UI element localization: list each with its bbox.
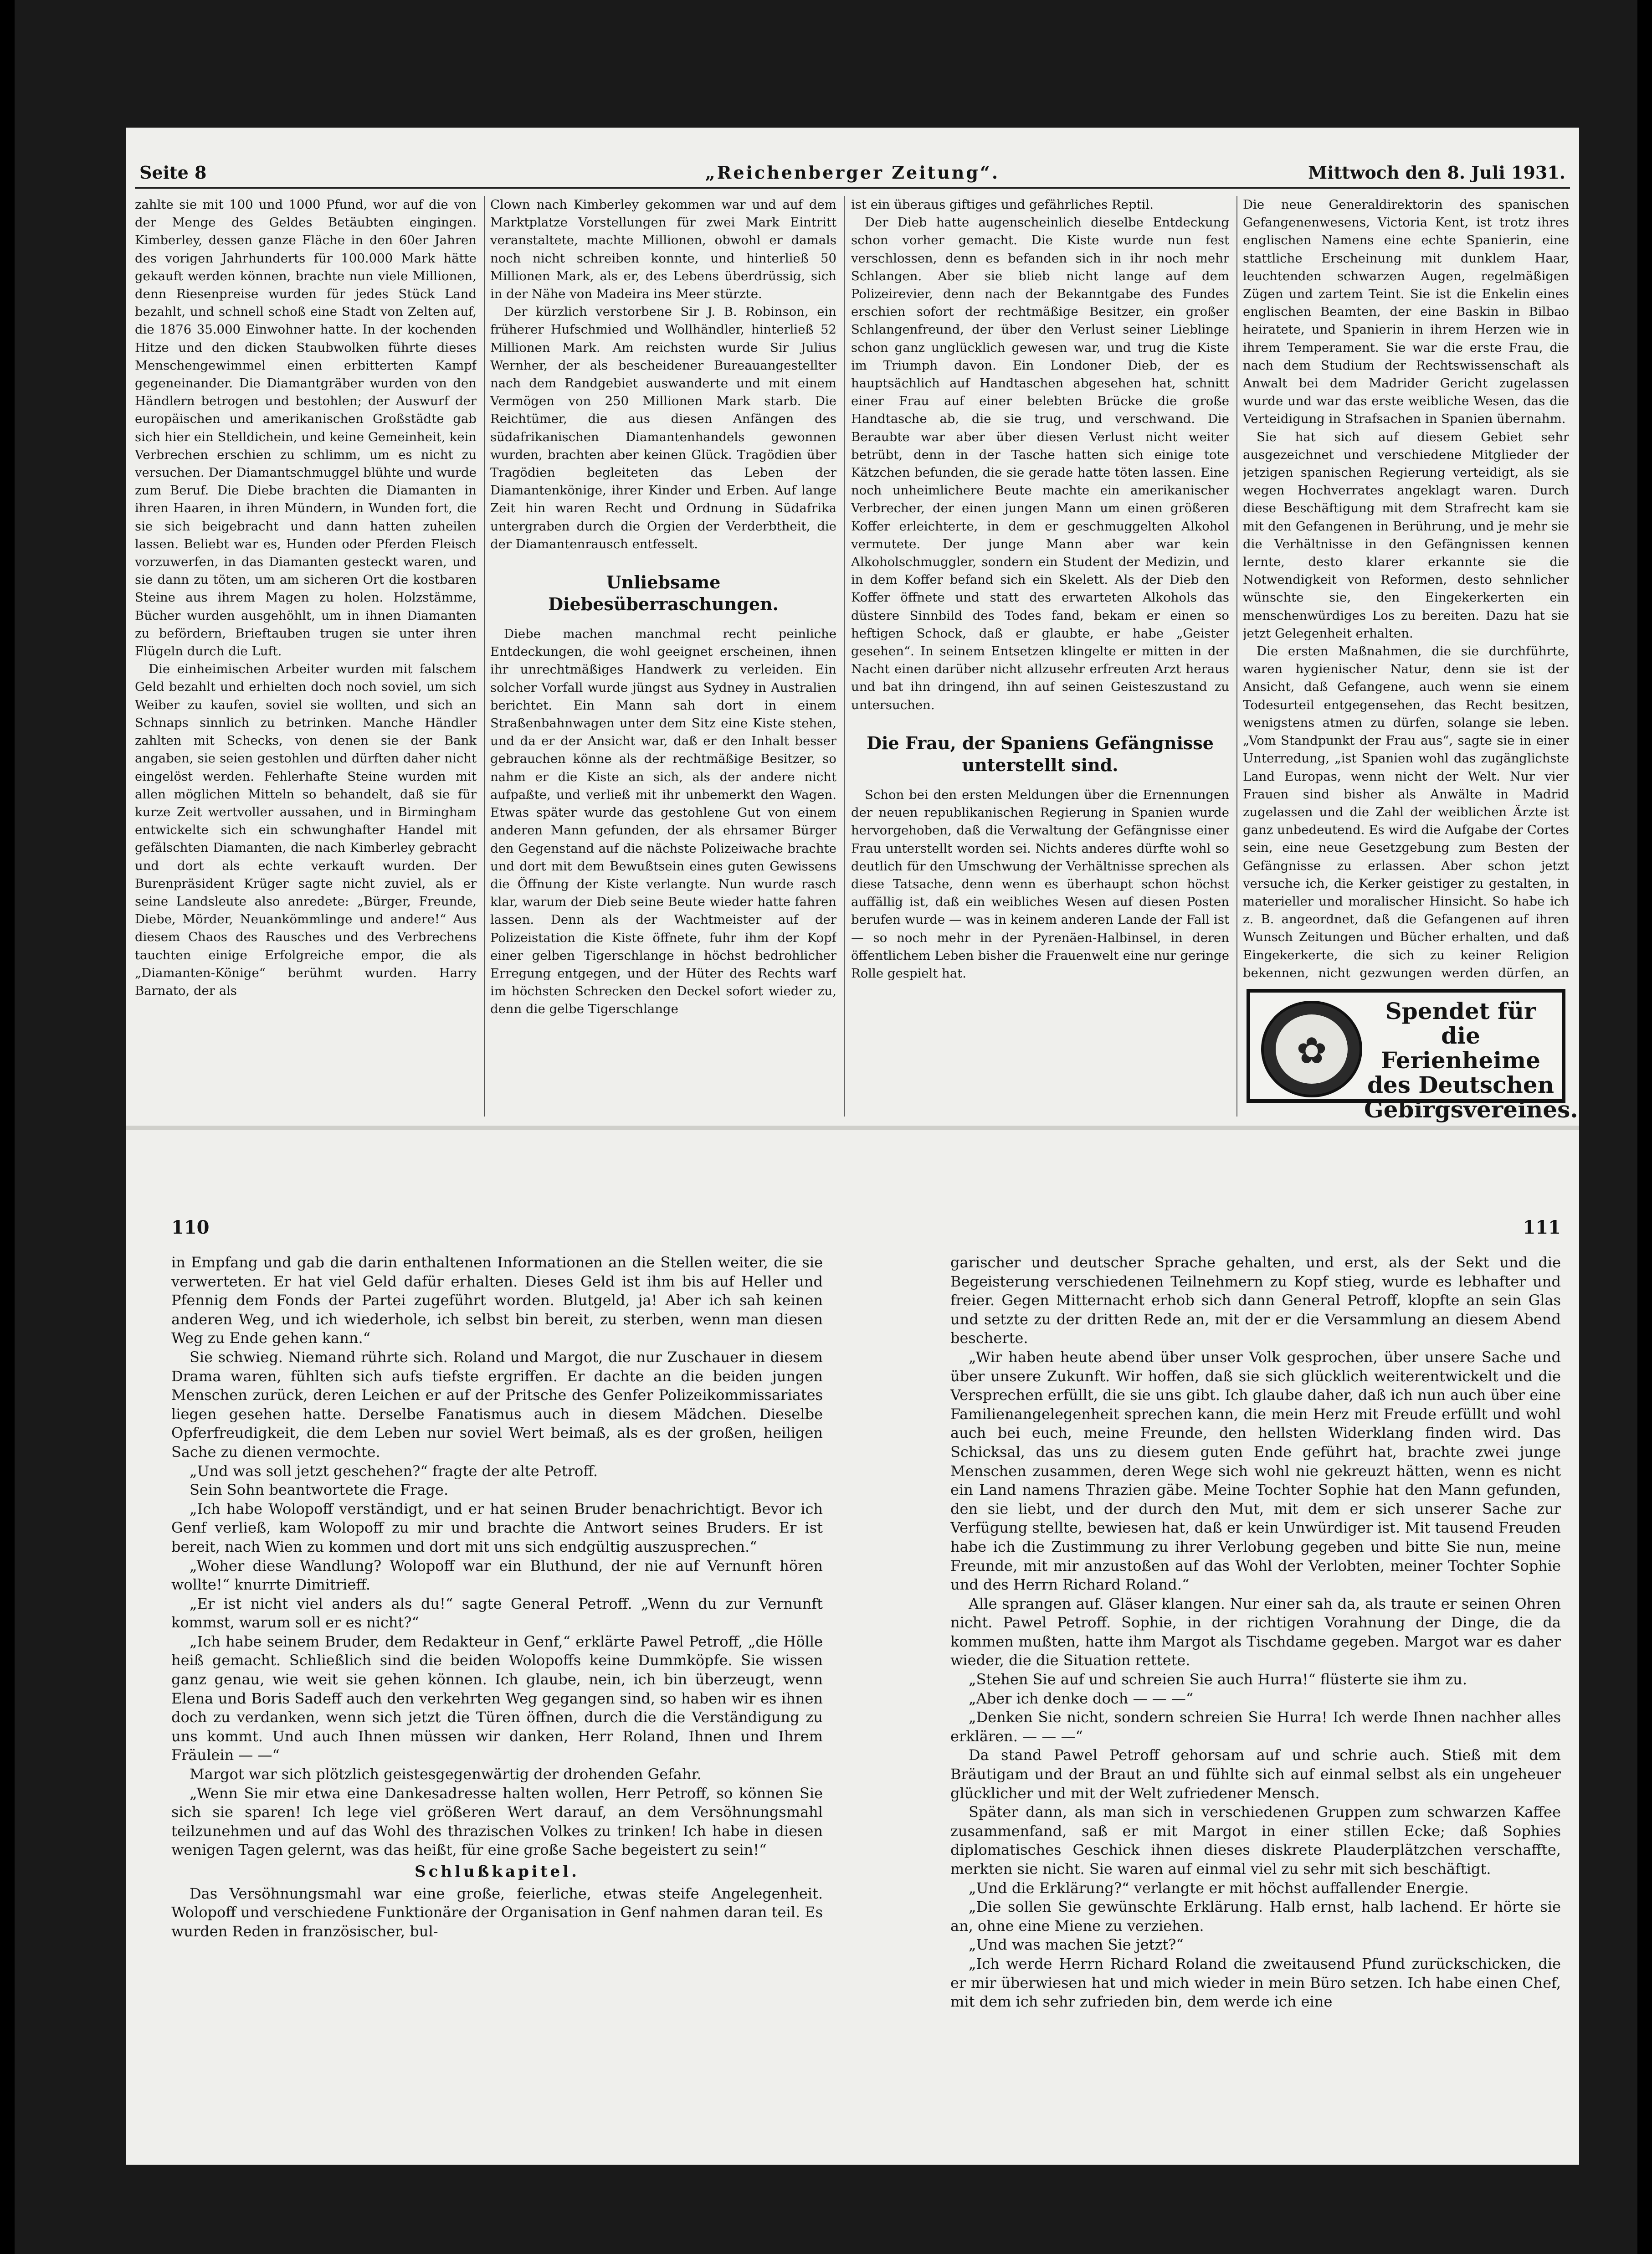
scanned-page <box>126 128 1579 2165</box>
paragraph: Der Dieb hatte augenscheinlich dieselbe Entdeckung schon vorher gemacht. Die Kiste wurde nun fest verschlossen, denn es befanden sich in ihr noch mehr Schlangen. Aber sie blieb nicht lange auf dem Polizeirevier, denn nach der Bekanntgabe des Fundes erschien sofort der rechtmäßige Besitzer, ein großer Schlangenfreund, der über den Verlust seiner Lieblinge schon ganz unglücklich gewesen war, und trug die Kiste im Triumph davon. Ein Londoner Dieb, der es hauptsächlich auf Handtaschen abgesehen hat, schnitt einer Frau auf einer belebten Brücke die große Handtasche ab, die sie trug, und verschwand. Die Beraubte war aber über diesen Verlust nicht weiter betrübt, denn in der Tasche hatten sich einige tote Kätzchen befunden, die sie gerade hatte töten lassen. Eine noch unheimlichere Beute machte ein amerikanischer Verbrecher, der einen jungen Mann um einen größeren Koffer erleichterte, in dem er geschmuggelten Alkohol vermutete. Der junge Mann aber war kein Alkoholschmuggler, sondern ein Student der Medizin, und in dem Koffer befand sich ein Skelett. Als der Dieb den Koffer öffnete und statt des erwarteten Alkohols das düstere Sinnbild des Todes fand, bekam er einen so heftigen Schock, daß er glaubte, er habe „Geister gesehen“. In seinem Entsetzen klingelte er mitten in der Nacht einen darüber nicht allzusehr erfreuten Arzt heraus und bat ihn dringend, ihn auf seinen Geisteszustand zu untersuchen. <box>851 215 1229 712</box>
paragraph: garischer und deutscher Sprache gehalten, und erst, als der Sekt und die Begeisterung verschiedenen Teilnehmern zu Kopf stieg, wurde es lebhafter und freier. Gegen Mitternacht erhob sich dann General Petroff, klopfte an sein Glas und setzte zu der dritten Rede an, mit der er die Versammlung an diesem Abend bescherte. <box>950 1254 1561 1347</box>
paragraph: Da stand Pawel Petroff gehorsam auf und schrie auch. Stieß mit dem Bräutigam und der Braut an und fühlte sich auf einmal selbst als ein ungeheuer glücklicher und mit der Welt zufriedener Mensch. <box>950 1746 1561 1802</box>
paragraph: Die einheimischen Arbeiter wurden mit falschem Geld bezahlt und erhielten doch noch soviel, um sich Weiber zu kaufen, soviel sie wollten, und sich an Schnaps sinnlich zu betrinken. Manche Händler zahlten mit Schecks, von denen sie der Bank angaben, sie seien gestohlen und dürften daher nicht eingelöst werden. Fehlerhafte Steine wurden mit allen möglichen Mitteln so behandelt, daß sie für kurze Zeit wertvoller aussahen, und in Birmingham entwickelte sich ein schwunghafter Handel mit gefälschten Diamanten, die nach Kimberley gebracht und dort als echte verkauft wurden. Der Burenpräsident Krüger sagte nicht zuviel, als er seine Landsleute also anredete: „Bürger, Freunde, Diebe, Mörder, Neuankömmlinge und andere!“ Aus diesem Chaos des Rausches und des Verbrechens tauchten einige Erfolgreiche empor, die als „Diamanten-Könige“ berühmt wurden. Harry Barnato, der als <box>135 662 477 998</box>
scan-edge-right <box>1637 0 1652 2254</box>
paragraph: „Wir haben heute abend über unser Volk gesprochen, über unsere Sache und über unsere Zukunft. Wir hoffen, daß sie sich glücklich weiterentwickelt und die Versprechen erfüllt, die sie uns gibt. Ich glaube daher, daß ich nun auch über eine Familienangelegenheit sprechen kann, die mein Herz mit Freude erfüllt und wohl auch bei euch, meine Freunde, den hellsten Widerklang finden wird. Das Schicksal, das uns zu diesem guten Ende geführt hat, brachte zwei junge Menschen zusammen, deren Wege sich wohl nie gekreuzt hätten, wenn es nicht ein Land namens Thrazien gäbe. Meine Tochter Sophie hat den Mann gefunden, den sie liebt, und der durch den Mut, mit dem er sich unserer Sache zur Verfügung stellte, bewiesen hat, daß er kein Unwürdiger ist. Mit tausend Freuden habe ich die Zustimmung zu ihrer Verlobung gegeben und bitte Sie nun, meine Freunde, mit mir anzustoßen auf das Wohl der Verlobten, meiner Tochter Sophie und des Herrn Richard Roland.“ <box>950 1348 1561 1594</box>
column-rule <box>844 196 845 1117</box>
paragraph: ist ein überaus giftiges und gefährliches Reptil. <box>851 197 1154 212</box>
column-2 <box>490 196 836 1121</box>
column-rule <box>1236 196 1237 1117</box>
ad-text: Spendet für die Ferienheime des Deutschen Gebirgsvereines. <box>1364 998 1578 1123</box>
paragraph: Sie schwieg. Niemand rührte sich. Roland und Margot, die nur Zuschauer in diesem Drama waren, fühlten sich aufs tiefste ergriffen. Er dachte an die beiden jungen Menschen zurück, deren Leichen er auf der Pritsche des Genfer Polizeikommissariates liegen gesehen hatte. Derselbe Fanatismus auch in diesem Mädchen. Dieselbe Opferfreudigkeit, die dem Leben nur soviel Wert beimaß, als es der großen, heiligen Sache zu dienen vermochte. <box>171 1348 823 1461</box>
header-rule <box>135 187 1570 189</box>
paragraph: Sein Sohn beantwortete die Frage. <box>190 1481 449 1499</box>
paragraph: zahlte sie mit 100 und 1000 Pfund, wor auf die von der Menge des Geldes Betäubten eingingen. Kimberley, dessen ganze Fläche in den 60er Jahren des vorigen Jahrhunderts für 100.000 Mark hätte gekauft werden können, brachte nun viele Millionen, denn Riesenpreise wurden für jedes Stück Land bezahlt, und schnell schoß eine Stadt von Zelten auf, die 1876 35.000 Einwohner hatte. In der kochenden Hitze und den dicken Staubwolken führte dieses Menschengewimmel einen erbitterten Kampf gegeneinander. Die Diamantgräber wurden von den Händlern betrogen und bestohlen; der Auswurf der europäischen und amerikanischen Großstädte gab sich hier ein Stelldichein, und keine Gemeinheit, kein Verbrechen erschien zu schlimm, um es nicht zu versuchen. Der Diamantschmuggel blühte und wurde zum Beruf. Die Diebe brachten die Diamanten in ihren Haaren, in ihren Mündern, in Wunden fort, die sie sich beigebracht und dann hatten zuheilen lassen. Beliebt war es, Hunden oder Pferden Fleisch vorzuwerfen, in das Diamanten gesteckt waren, und sie dann zu töten, um am sicheren Ort die kostbaren Steine aus ihrem Magen zu holen. Holzstämme, Bücher wurden ausgehöhlt, um in ihnen Diamanten zu befördern, Brieftauben trugen sie unter ihren Flügeln durch die Luft. <box>135 197 477 659</box>
book-page-left <box>171 1253 823 2142</box>
edelweiss-seal-icon: ✿ <box>1261 1001 1362 1097</box>
advertisement-box <box>1247 989 1578 1123</box>
issue-date: Mittwoch den 8. Juli 1931. <box>1308 162 1565 183</box>
paragraph: „Stehen Sie auf und schreien Sie auch Hurra!“ flüsterte sie ihm zu. <box>969 1671 1467 1688</box>
column-3 <box>851 196 1229 1121</box>
paragraph: „Denken Sie nicht, sondern schreien Sie Hurra! Ich werde Ihnen nachher alles erklären. — — —“ <box>950 1709 1561 1745</box>
column-1 <box>135 196 477 1121</box>
column-4 <box>1243 196 1569 980</box>
paragraph: „Ich werde Herrn Richard Roland die zweitausend Pfund zurückschicken, die er mir überwiesen hat und mich wieder in mein Büro setzen. Ich habe einen Chef, mit dem ich sehr zufrieden bin, dem werde ich eine <box>950 1955 1561 2011</box>
paragraph: Die neue Generaldirektorin des spanischen Gefangenenwesens, Victoria Kent, ist trotz ihres englischen Namens eine echte Spanierin, eine stattliche Erscheinung mit dunklem Haar, leuchtenden schwarzen Augen, regelmäßigen Zügen und zartem Teint. Sie ist die Enkelin eines englischen Beamten, der eine Baskin in Bilbao heiratete, und Spanierin in ihrem Herzen wie in ihrem Temperament. Sie war die erste Frau, die nach dem Studium der Rechtswissenschaft als Anwalt bei dem Madrider Gericht zugelassen wurde und war das erste weibliche Wesen, das die Verteidigung in Strafsachen in Spanien übernahm. <box>1243 197 1569 427</box>
page-label: Seite 8 <box>139 162 207 183</box>
paragraph: Die ersten Maßnahmen, die sie durchführte, waren hygienischer Natur, denn sie ist der Ansicht, daß Gefangene, auch wenn sie einem Todesurteil entgegensehen, das Recht besitzen, wenigstens atmen zu dürfen, solange sie leben. „Vom Standpunkt der Frau aus“, sagte sie in einer Unterredung, „ist Spanien wohl das zugänglichste Land Europas, wenn nicht der Welt. Nur vier Frauen sind bisher als Anwälte in Madrid zugelassen und die Zahl der weiblichen Ärzte ist ganz unbedeutend. Es wird die Aufgabe der Cortes sein, eine neue Gesetzgebung zum Besten der Gefängnisse zu erlassen. Aber schon jetzt versuche ich, die Kerker geistiger zu gestalten, in materieller und moralischer Hinsicht. So habe ich z. B. angeordnet, daß die Gefangenen auf ihren Wunsch Zeitungen und Bücher erhalten, und daß Eingekerkerte, die sich zu keiner Religion bekennen, nicht gezwungen werden dürfen, an <box>1243 644 1569 980</box>
chapter-heading: Schlußkapitel. <box>415 1863 580 1881</box>
paragraph: Das Versöhnungsmahl war eine große, feierliche, etwas steife Angelegenheit. Wolopoff und verschiedene Funktionäre der Organisation in Genf nahmen daran teil. Es wurden Reden in französischer, bul- <box>171 1884 823 1940</box>
article-heading: Unliebsame Diebesüberraschungen. <box>548 572 779 615</box>
paragraph: Diebe machen manchmal recht peinliche Entdeckungen, die wohl geeignet erscheinen, ihnen ihr unrechtmäßiges Handwerk zu verleiden. Ein solcher Vorfall wurde jüngst aus Sydney in Australien berichtet. Ein Mann sah dort in einem Straßenbahnwagen unter dem Sitz eine Kiste stehen, und da er der Ansicht war, daß er den Inhalt besser gebrauchen könne als der rechtmäßige Besitzer, so nahm er die Kiste an sich, als der andere nicht aufpaßte, und verließ mit ihr unbemerkt den Wagen. Etwas später wurde das gestohlene Gut von einem anderen Mann gefunden, der als ehrsamer Bürger den Gegenstand auf die nächste Polizeiwache brachte und dort mit dem Bewußtsein eines guten Gewissens die Öffnung der Kiste verlangte. Nun wurde rasch klar, warum der Dieb seine Beute wieder hatte fahren lassen. Denn als der Wachtmeister auf der Polizeistation die Kiste öffnete, fuhr ihm der Kopf einer gelben Tigerschlange in höchst bedrohlicher Erregung entgegen, und der Hüter des Rechts warf im höchsten Schrecken den Deckel sofort wieder zu, denn die gelbe Tigerschlange <box>490 627 836 1017</box>
paragraph: Alle sprangen auf. Gläser klangen. Nur einer sah da, als traute er seinen Ohren nicht. Pawel Petroff. Sophie, in der richtigen Vorahnung der Dinge, die da kommen mußten, hatte ihm Margot als Tischdame gegeben. Margot war es daher wieder, die die Situation rettete. <box>950 1595 1561 1669</box>
paragraph: Später dann, als man sich in verschiedenen Gruppen zum schwarzen Kaffee zusammenfand, saß er mit Margot in einer stillen Ecke; daß Sophies diplomatisches Geschick ihnen dieses diskrete Plauderplätzchen verschaffte, merkten sie nicht. Sie waren auf einmal viel zu sehr mit sich beschäftigt. <box>950 1803 1561 1878</box>
paragraph: „Wenn Sie mir etwa eine Dankesadresse halten wollen, Herr Petroff, so können Sie sich sie sparen! Ich lege viel größeren Wert darauf, an dem Versöhnungsmahl teilzunehmen und auf das Wohl des thrazischen Volkes zu trinken! Ich habe in diesen wenigen Tagen gelernt, was das heißt, für eine große Sache begeistert zu sein!“ <box>171 1784 823 1859</box>
article-heading: Die Frau, der Spaniens Gefängnisse unterstellt sind. <box>867 732 1214 775</box>
paragraph: „Und was machen Sie jetzt?“ <box>969 1936 1184 1954</box>
paragraph: „Ich habe seinem Bruder, dem Redakteur in Genf,“ erklärte Pawel Petroff, „die Hölle heiß gemacht. Schließlich sind die beiden Wolopoffs keine Dummköpfe. Sie wissen ganz genau, wie weit sie gehen können. Ich glaube, nein, ich bin überzeugt, wenn Elena und Boris Sadeff auch den verkehrten Weg gegangen sind, so haben wir es ihnen doch zu verdanken, wenn sich jetzt die Türen öffnen, durch die die Verständigung zu uns kommt. Und auch Ihnen müssen wir danken, Herr Roland, Ihnen und Ihrem Fräulein — —“ <box>171 1632 823 1764</box>
paragraph: „Und was soll jetzt geschehen?“ fragte der alte Petroff. <box>190 1462 598 1480</box>
book-page-right <box>950 1253 1561 2142</box>
paragraph: „Die sollen Sie gewünschte Erklärung. Halb ernst, halb lachend. Er hörte sie an, ohne eine Miene zu verziehen. <box>950 1898 1561 1935</box>
paragraph: Margot war sich plötzlich geistesgegenwärtig der drohenden Gefahr. <box>190 1765 702 1783</box>
scan-edge-left <box>0 0 15 2254</box>
paragraph: Clown nach Kimberley gekommen war und auf dem Marktplatze Vorstellungen für zwei Mark Eintritt veranstaltete, machte Millionen, obwohl er damals noch nicht schreiben konnte, und hinterließ 50 Millionen Mark, als er, des Lebens überdrüssig, sich in der Nähe von Madeira ins Meer stürzte. <box>490 197 836 302</box>
book-page-number-right: 111 <box>1523 1217 1561 1238</box>
paragraph: „Er ist nicht viel anders als du!“ sagte General Petroff. „Wenn du zur Vernunft kommst, warum soll er es nicht?“ <box>171 1595 823 1631</box>
paragraph: Sie hat sich auf diesem Gebiet sehr ausgezeichnet und verschiedene Mitglieder der jetzigen spanischen Regierung verteidigt, als sie wegen Hochverrates angeklagt waren. Durch diese Beschäftigung mit dem Strafrecht kam sie mit den Gefangenen in Berührung, und je mehr sie die Verhältnisse in den Gefängnissen kennen lernte, desto klarer erkannte sie die Notwendigkeit von Reformen, desto sehnlicher wünschte sie, den Eingekerkerten ein menschenwürdiges Los zu bereiten. Dazu hat sie jetzt Gelegenheit erhalten. <box>1243 429 1569 641</box>
column-rule <box>484 196 485 1117</box>
paragraph: „Und die Erklärung?“ verlangte er mit höchst auffallender Energie. <box>969 1879 1469 1897</box>
newspaper-header <box>139 160 1565 187</box>
book-page-number-left: 110 <box>171 1217 210 1238</box>
paragraph: Schon bei den ersten Meldungen über die Ernennungen der neuen republikanischen Regierung in Spanien wurde hervorgehoben, daß die Verwaltung der Gefängnisse einer Frau unterstellt worden sei. Nichts anderes dürfte wohl so deutlich für den Umschwung der Verhältnisse sprechen als diese Tatsache, denn wenn es überhaupt schon höchst auffällig ist, daß ein weibliches Wesen auf diesen Posten berufen wurde — was in keinem anderen Lande der Fall ist — so noch mehr in der Pyrenäen-Halbinsel, in deren öffentlichem Leben bisher die Frauenwelt eine nur geringe Rolle gespielt hat. <box>851 787 1229 981</box>
paragraph: Der kürzlich verstorbene Sir J. B. Robinson, ein früherer Hufschmied und Wollhändler, hinterließ 52 Millionen Mark. Am reichsten wurde Sir Julius Wernher, der als bescheidener Bureauangestellter nach dem Randgebiet auswanderte und mit einem Vermögen von 250 Millionen Mark starb. Die Reichtümer, die aus diesen Anfängen des südafrikanischen Diamantenhandels gewonnen wurden, brachten aber keinen Glück. Tragödien über Tragödien begleiteten das Leben der Diamantenkönige, ihrer Kinder und Erben. Auf lange Zeit hin waren Recht und Ordnung in Südafrika untergraben durch die Orgien der Verderbtheit, die der Diamantenrausch entfesselt. <box>490 304 836 551</box>
paragraph: „Woher diese Wandlung? Wolopoff war ein Bluthund, der nie auf Vernunft hören wollte!“ knurrte Dimitrieff. <box>171 1557 823 1594</box>
page-fold-band <box>126 1126 1579 1130</box>
paragraph: in Empfang und gab die darin enthaltenen Informationen an die Stellen weiter, die sie verwerteten. Er hat viel Geld dafür erhalten. Dieses Geld ist ihm bis auf Heller und Pfennig dem Fonds der Partei zugeführt worden. Blutgeld, ja! Aber ich sah keinen anderen Weg, und ich wiederhole, ich selbst bin bereit, zu sterben, wenn man diesen Weg zu Ende gehen kann.“ <box>171 1254 823 1347</box>
newspaper-title: „Reichenberger Zeitung“. <box>705 162 1000 183</box>
paragraph: „Aber ich denke doch — — —“ <box>969 1689 1194 1707</box>
paragraph: „Ich habe Wolopoff verständigt, und er hat seinen Bruder benachrichtigt. Bevor ich Genf verließ, kam Wolopoff zu mir und brachte die Antwort seines Bruders. Er ist bereit, nach Wien zu kommen und dort mit uns sich endgültig auszusprechen.“ <box>171 1500 823 1555</box>
